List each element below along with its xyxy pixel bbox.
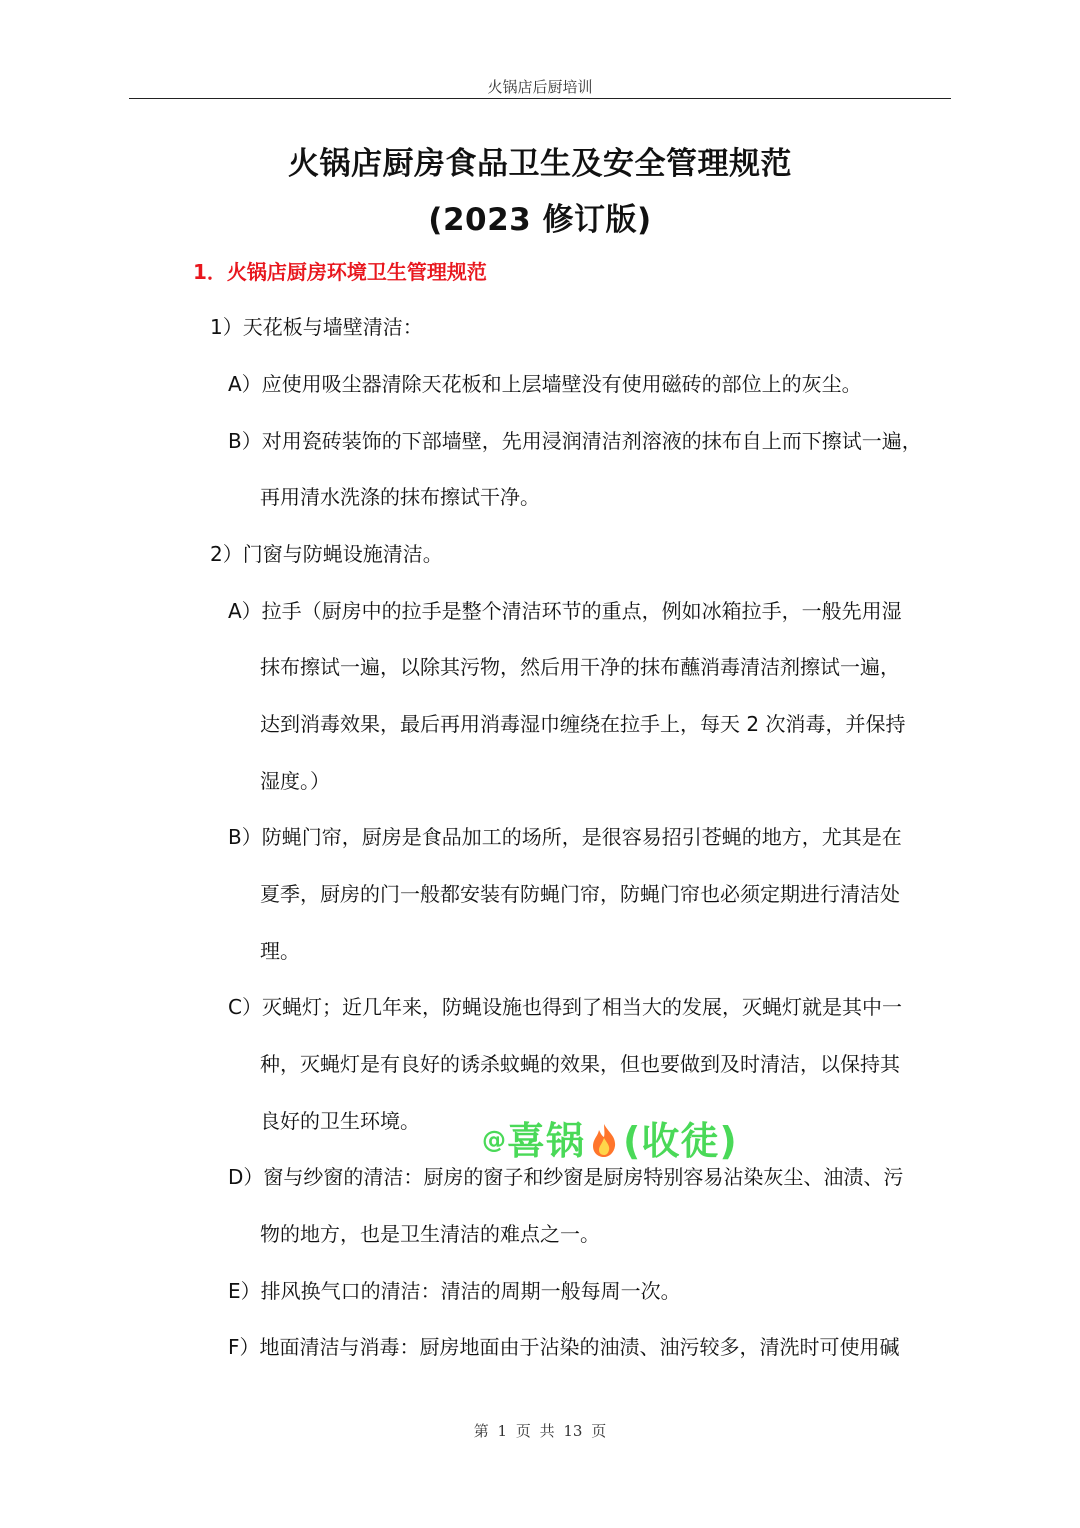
- document-subtitle: (2023 修订版): [428, 202, 652, 238]
- watermark-name: 喜锅: [507, 1119, 586, 1163]
- body-line: C）灭蝇灯；近几年来，防蝇设施也得到了相当大的发展，灭蝇灯就是其中一: [228, 995, 902, 1019]
- body-line: 抹布擦试一遍，以除其污物，然后用干净的抹布蘸消毒清洁剂擦试一遍，: [260, 655, 900, 679]
- section-heading: 1．火锅店厨房环境卫生管理规范: [193, 260, 487, 284]
- body-line: F）地面清洁与消毒：厨房地面由于沾染的油渍、油污较多，清洗时可使用碱: [228, 1335, 900, 1359]
- header-divider: [129, 98, 951, 99]
- body-line: 夏季，厨房的门一般都安装有防蝇门帘，防蝇门帘也必须定期进行清洁处: [260, 882, 900, 906]
- watermark-at: @: [482, 1126, 507, 1154]
- body-line: A）拉手（厨房中的拉手是整个清洁环节的重点，例如冰箱拉手，一般先用湿: [228, 599, 902, 623]
- body-line: B）对用瓷砖装饰的下部墙壁，先用浸润清洁剂溶液的抹布自上而下擦试一遍，: [228, 429, 922, 453]
- document-title: 火锅店厨房食品卫生及安全管理规范: [288, 146, 792, 182]
- body-line: 良好的卫生环境。: [260, 1109, 420, 1133]
- body-line: B）防蝇门帘，厨房是食品加工的场所，是很容易招引苍蝇的地方，尤其是在: [228, 825, 902, 849]
- watermark-overlay: [482, 1110, 738, 1165]
- body-line: E）排风换气口的清洁：清洁的周期一般每周一次。: [228, 1279, 681, 1303]
- body-line: 物的地方，也是卫生清洁的难点之一。: [260, 1222, 600, 1246]
- watermark-suffix: (收徒): [623, 1119, 738, 1163]
- body-line: D）窗与纱窗的清洁：厨房的窗子和纱窗是厨房特别容易沾染灰尘、油渍、污: [228, 1165, 904, 1189]
- body-line: 理。: [260, 939, 300, 963]
- fire-icon: [589, 1122, 619, 1158]
- body-line: 湿度。）: [260, 769, 330, 793]
- body-line: 1）天花板与墙壁清洁：: [210, 315, 423, 339]
- running-header: 火锅店后厨培训: [487, 78, 593, 96]
- body-line: 达到消毒效果，最后再用消毒湿巾缠绕在拉手上，每天 2 次消毒，并保持: [260, 712, 906, 736]
- body-line: A）应使用吸尘器清除天花板和上层墙壁没有使用磁砖的部位上的灰尘。: [228, 372, 862, 396]
- body-line: 2）门窗与防蝇设施清洁。: [210, 542, 443, 566]
- page-footer: 第 1 页 共 13 页: [473, 1422, 607, 1440]
- body-line: 种，灭蝇灯是有良好的诱杀蚊蝇的效果，但也要做到及时清洁，以保持其: [260, 1052, 900, 1076]
- body-line: 再用清水洗涤的抹布擦试干净。: [260, 485, 540, 509]
